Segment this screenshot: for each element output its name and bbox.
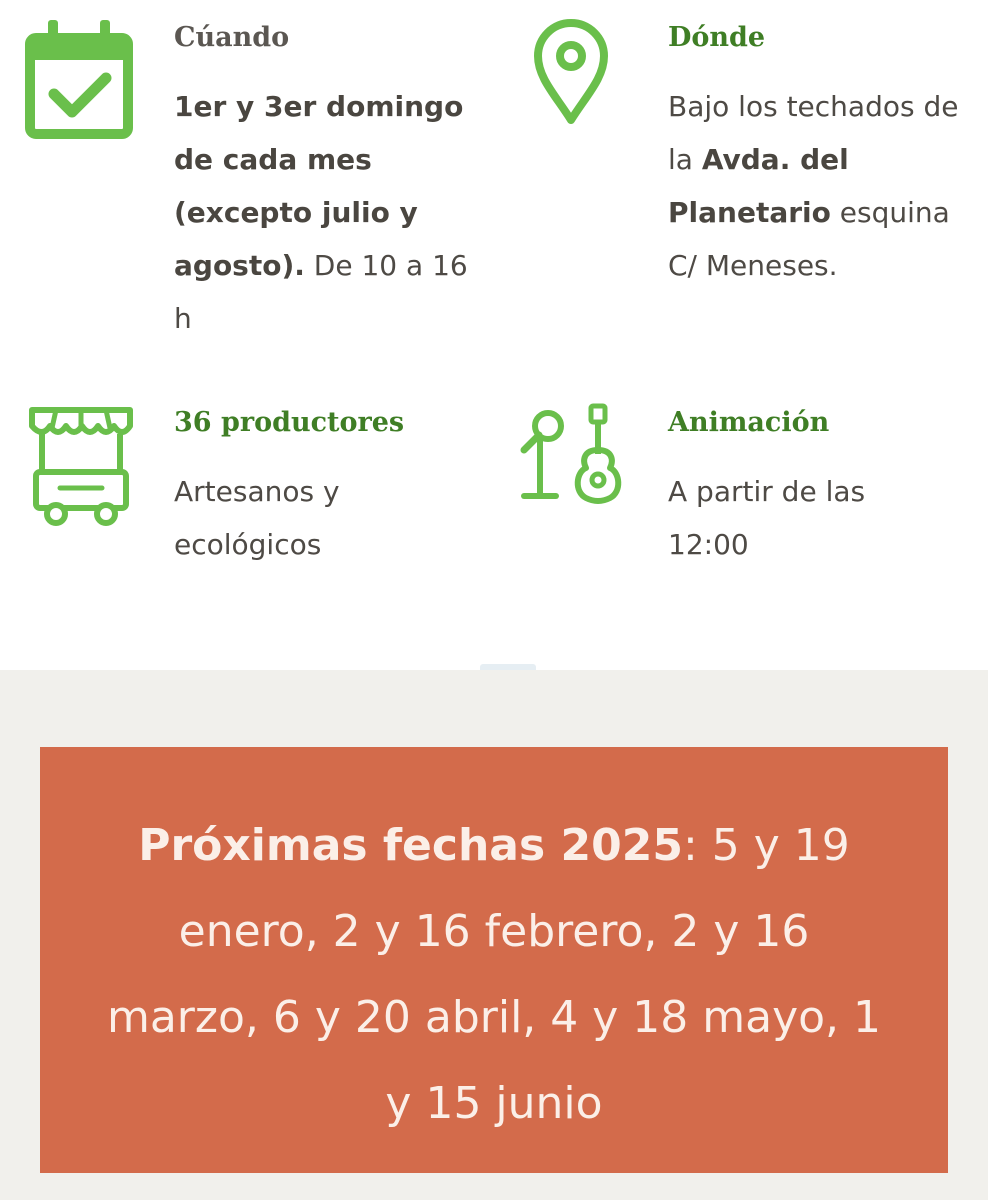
animacion-title: Animación bbox=[668, 407, 830, 438]
productores-title: 36 productores bbox=[174, 407, 405, 438]
upcoming-dates-text bbox=[100, 803, 888, 1147]
upcoming-dates-banner bbox=[40, 747, 948, 1173]
market-stall-icon bbox=[26, 402, 136, 526]
upcoming-dates-label: Próximas fechas 2025 bbox=[138, 820, 683, 871]
section-tab bbox=[480, 664, 536, 670]
map-pin-icon bbox=[532, 18, 610, 126]
cuando-text bbox=[174, 80, 474, 345]
cuando-title: Cúando bbox=[174, 22, 290, 53]
donde-title: Dónde bbox=[668, 22, 766, 53]
productores-text: Artesanos y ecológicos bbox=[174, 475, 340, 561]
microphone-guitar-icon bbox=[518, 402, 628, 510]
donde-text-pre: Bajo los techados de la bbox=[668, 90, 959, 176]
upcoming-dates-list: : 5 y 19 enero, 2 y 16 febrero, 2 y 16 marzo, 6 y 20 abril, 4 y 18 mayo, 1 y 15 junio bbox=[106, 820, 882, 1129]
cuando-text-bold: 1er y 3er domingo de cada mes (excepto julio y agosto). bbox=[174, 90, 464, 282]
donde-text-post: esquina C/ Meneses. bbox=[668, 196, 950, 282]
donde-text bbox=[668, 80, 968, 292]
animacion-text: A partir de las 12:00 bbox=[668, 475, 866, 561]
cuando-text-rest: De 10 a 16 h bbox=[174, 249, 468, 335]
calendar-check-icon bbox=[24, 18, 134, 142]
donde-text-bold: Avda. del Planetario bbox=[668, 143, 849, 229]
